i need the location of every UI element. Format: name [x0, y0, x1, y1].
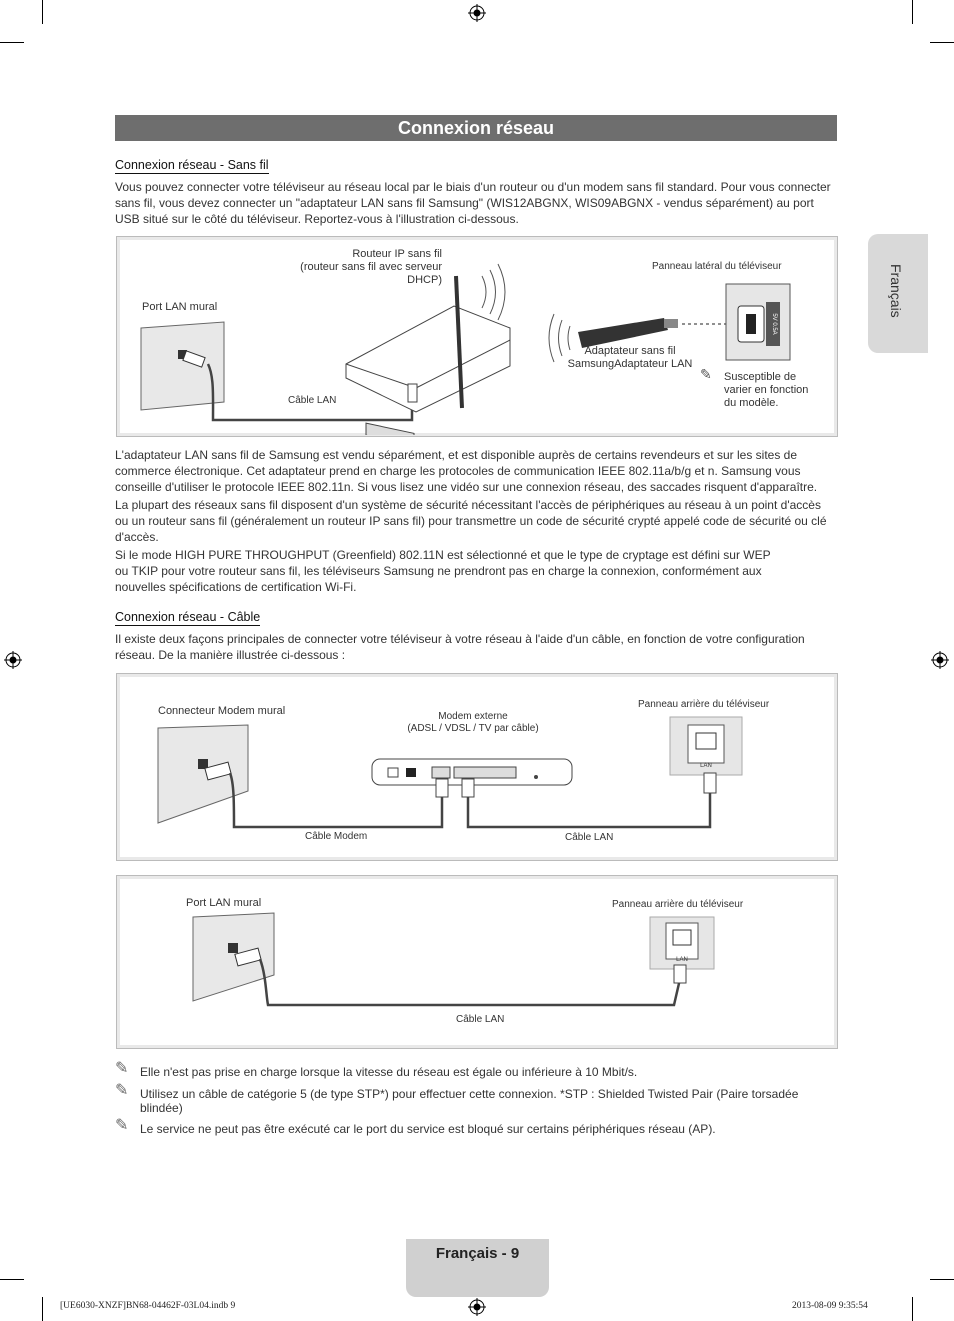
model-note [724, 371, 808, 410]
lan-cable-label: Câble LAN [456, 1014, 505, 1025]
text-line: (ADSL / VDSL / TV par câble) [407, 723, 539, 734]
text-line: Elle n'est pas prise en charge lorsque la vitesse du réseau est égale ou inférieure à 10 Mbit/s. [140, 1065, 638, 1079]
text-line: conseille d'utiliser le protocole IEEE 802.11n. Si vous lisez une vidéo sur une connexion réseau, des saccades risquent d'apparaître. [115, 480, 818, 494]
crop-mark [0, 42, 24, 43]
crop-mark [930, 42, 954, 43]
lan-port-label: LAN [700, 763, 712, 769]
wired-heading: Connexion réseau - Câble [115, 610, 261, 624]
text-line: ou un routeur sans fil (généralement un routeur IP sans fil) pour transmettre un code de sécurité crypté appelé code de sécurité ou clé [115, 514, 827, 528]
crop-mark [42, 0, 43, 24]
wall-port-label: Port LAN mural [142, 301, 218, 313]
note-pencil-icon: ✎ [700, 366, 712, 382]
lan-cable-label: Câble LAN [565, 832, 614, 843]
wall-lan-label: Port LAN mural [186, 897, 262, 909]
modem-plug [436, 779, 448, 797]
tv-plug [674, 965, 686, 983]
text-line: du modèle. [724, 397, 779, 409]
footer-file: [UE6030-XNZF]BN68-04462F-03L04.indb 9 [60, 1301, 236, 1311]
text-line: Vous pouvez connecter votre téléviseur au réseau local par le biais d'un routeur ou d'un modem sans fil standard. Pour vous connecter [115, 180, 831, 194]
text-line: commerce électronique. Cet adaptateur prend en charge les protocoles de communication IEEE 802.11a/b/g et n. Samsung vous [115, 464, 801, 478]
text-line: d'accès. [115, 530, 159, 544]
router-ports [366, 423, 414, 435]
text-line: Le service ne peut pas être exécuté car le port du service est bloqué sur certains périphériques réseau (AP). [140, 1122, 716, 1136]
text-line: SamsungAdaptateur LAN [567, 358, 693, 370]
wall-panel [193, 913, 274, 1001]
crop-mark [930, 1279, 954, 1280]
text-line: Il existe deux façons principales de connecter votre téléviseur à votre réseau à l'aide d'un câble, en fonction de votre configuration [115, 632, 805, 646]
text-line: réseau. De la manière illustrée ci-dessous : [115, 648, 346, 662]
lan-cable-line [468, 791, 710, 827]
text-line: ou TKIP pour votre routeur sans fil, les téléviseurs Samsung ne prendront pas en charge la connexion, conformément aux [115, 564, 762, 578]
router-plug [408, 384, 417, 402]
text-line: (routeur sans fil avec serveur [300, 261, 442, 273]
text-line: blindée) [140, 1101, 183, 1115]
text-line: Susceptible de [724, 371, 797, 383]
note-pencil-icon: ✎ [115, 1082, 129, 1099]
side-tab-label: Français [888, 264, 904, 318]
tv-side-label: Panneau latéral du téléviseur [652, 261, 782, 272]
registration-mark-icon [931, 651, 949, 669]
crop-mark [0, 1279, 24, 1280]
wireless-para-2 [115, 497, 840, 545]
tv-back-label: Panneau arrière du téléviseur [612, 899, 744, 910]
lan-port-label: LAN [676, 957, 688, 963]
note-item [140, 1065, 840, 1079]
text-line: DHCP) [407, 274, 442, 286]
registration-mark-icon [4, 651, 22, 669]
text-line: Si le mode HIGH PURE THROUGHPUT (Greenfield) 802.11N est sélectionné et que le type de cryptage est défini sur WEP [115, 548, 771, 562]
text-line: L'adaptateur LAN sans fil de Samsung est vendu séparément, et est disponible auprès de certains revendeurs et sur les sites de [115, 448, 798, 462]
note-pencil-icon: ✎ [115, 1060, 129, 1077]
lan-cable-label: Câble LAN [288, 395, 337, 406]
usb-adapter [578, 318, 668, 348]
router-label [296, 248, 442, 287]
wireless-heading: Connexion réseau - Sans fil [115, 158, 269, 172]
footer-stamp: 2013-08-09 9:35:54 [792, 1301, 868, 1311]
text-line: sans fil, vous devez connecter un "adaptateur LAN sans fil Samsung" (WIS12ABGNX, WIS09ABGNX - vendus séparément) au port [115, 196, 814, 210]
text-line: La plupart des réseaux sans fil disposent d'un système de sécurité nécessitant l'accès de périphériques au réseau à un point d'accès [115, 498, 821, 512]
modem-label [398, 711, 548, 735]
note-pencil-icon: ✎ [115, 1117, 129, 1134]
text-line: USB situé sur le côté du téléviseur. Reportez-vous à l'illustration ci-dessous. [115, 212, 519, 226]
text-line: Routeur IP sans fil [352, 248, 442, 260]
modem-ports [454, 767, 516, 778]
text-line: Adaptateur sans fil [584, 345, 676, 357]
language-side-tab [868, 234, 928, 353]
text-line: nouvelles spécifications de certification Wi-Fi. [115, 580, 357, 594]
modem-cable-label: Câble Modem [305, 831, 368, 842]
usb-port-label: 5V 0.5A [771, 313, 777, 335]
wireless-intro [115, 179, 840, 227]
lan-plug [462, 779, 474, 797]
text-line: varier en fonction [724, 384, 809, 396]
lan-cable-line [260, 959, 680, 1005]
wireless-para-3 [115, 547, 840, 595]
usb-plug [664, 319, 678, 328]
wall-port [228, 943, 238, 953]
crop-mark [912, 0, 913, 24]
adapter-label [562, 345, 698, 371]
crop-mark [42, 1297, 43, 1321]
tv-back-label: Panneau arrière du téléviseur [638, 699, 770, 710]
wifi-waves-icon [482, 264, 505, 320]
wall-panel [141, 322, 224, 410]
page-number: Français - 9 [406, 1239, 549, 1297]
registration-mark-icon [468, 1298, 486, 1316]
note-item [140, 1122, 840, 1136]
router-body [346, 306, 510, 412]
registration-mark-icon [468, 4, 486, 22]
tv-plug [704, 773, 716, 793]
wired-intro [115, 631, 840, 663]
text-line: Modem externe [438, 711, 508, 722]
crop-mark [912, 1297, 913, 1321]
wall-modem-label: Connecteur Modem mural [158, 705, 286, 717]
note-item [140, 1087, 840, 1115]
wireless-para-1 [115, 447, 840, 495]
text-line: Utilisez un câble de catégorie 5 (de type STP*) pour effectuer cette connexion. *STP : Shielded Twisted Pair (Paire torsadée [140, 1087, 799, 1101]
page-title: Connexion réseau [115, 115, 837, 141]
